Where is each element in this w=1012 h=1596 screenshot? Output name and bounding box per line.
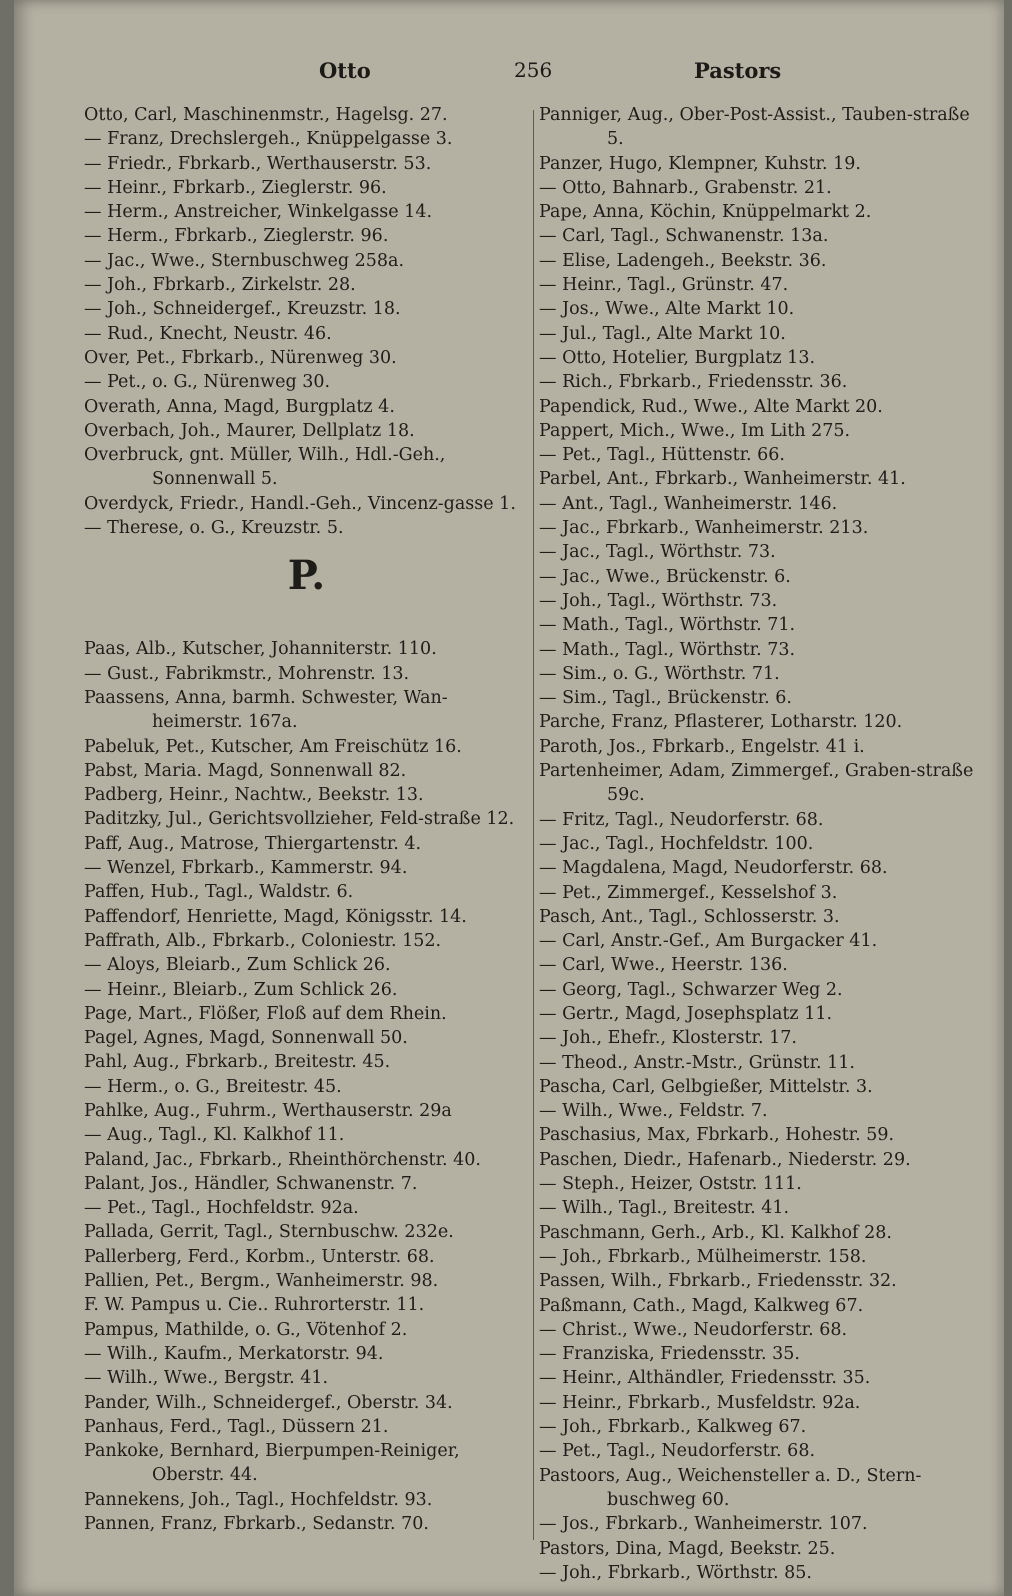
directory-entry: — Theod., Anstr.-Mstr., Grünstr. 11. bbox=[539, 1052, 855, 1073]
directory-entry: — Heinr., Fbrkarb., Zieglerstr. 96. bbox=[84, 177, 387, 198]
directory-entry: Paland, Jac., Fbrkarb., Rheinthörchenstr. 40. bbox=[84, 1149, 481, 1170]
directory-entry: Pallerberg, Ferd., Korbm., Unterstr. 68. bbox=[84, 1246, 435, 1267]
directory-entry: Paas, Alb., Kutscher, Johanniterstr. 110. bbox=[84, 639, 437, 660]
directory-entry: Overbach, Joh., Maurer, Dellplatz 18. bbox=[84, 420, 415, 441]
directory-entry: Pahlke, Aug., Fuhrm., Werthauserstr. 29a bbox=[84, 1100, 452, 1121]
directory-entry: Panhaus, Ferd., Tagl., Düssern 21. bbox=[84, 1416, 389, 1437]
directory-entry: — Otto, Bahnarb., Grabenstr. 21. bbox=[539, 177, 832, 198]
directory-entry: Paschen, Diedr., Hafenarb., Niederstr. 29. bbox=[539, 1149, 911, 1170]
directory-entry: — Pet., Zimmergef., Kesselshof 3. bbox=[539, 882, 838, 903]
section-letter-heading: P. bbox=[287, 552, 326, 600]
column-divider bbox=[533, 110, 534, 1540]
directory-entry: Page, Mart., Flößer, Floß auf dem Rhein. bbox=[84, 1003, 447, 1024]
directory-entry: Passen, Wilh., Fbrkarb., Friedensstr. 32. bbox=[539, 1271, 897, 1292]
directory-entry: Paff, Aug., Matrose, Thiergartenstr. 4. bbox=[84, 833, 422, 854]
directory-entry: F. W. Pampus u. Cie.. Ruhrorterstr. 11. bbox=[84, 1295, 425, 1316]
directory-entry: Pampus, Mathilde, o. G., Vötenhof 2. bbox=[84, 1319, 408, 1340]
directory-entry: Paffen, Hub., Tagl., Waldstr. 6. bbox=[84, 882, 354, 903]
directory-entry: — Jos., Fbrkarb., Wanheimerstr. 107. bbox=[539, 1514, 868, 1535]
directory-entry: Pabeluk, Pet., Kutscher, Am Freischütz 16. bbox=[84, 736, 462, 757]
directory-entry: — Joh., Schneidergef., Kreuzstr. 18. bbox=[84, 299, 401, 320]
directory-entry: — Jac., Tagl., Wörthstr. 73. bbox=[539, 542, 776, 563]
directory-entry: Padberg, Heinr., Nachtw., Beekstr. 13. bbox=[84, 785, 424, 806]
directory-entry: — Pet., Tagl., Hüttenstr. 66. bbox=[539, 445, 785, 466]
directory-entry: Pannekens, Joh., Tagl., Hochfeldstr. 93. bbox=[84, 1489, 433, 1510]
directory-entry: — Wenzel, Fbrkarb., Kammerstr. 94. bbox=[84, 858, 408, 879]
directory-entry: Paroth, Jos., Fbrkarb., Engelstr. 41 i. bbox=[539, 736, 865, 757]
directory-entry: — Joh., Tagl., Wörthstr. 73. bbox=[539, 590, 778, 611]
directory-entry: Parbel, Ant., Fbrkarb., Wanheimerstr. 41. bbox=[539, 469, 906, 490]
directory-entry: — Pet., Tagl., Hochfeldstr. 92a. bbox=[84, 1198, 359, 1219]
directory-entry: — Jac., Wwe., Sternbuschweg 258a. bbox=[84, 250, 405, 271]
left-column bbox=[84, 103, 529, 1536]
directory-entry: Paßmann, Cath., Magd, Kalkweg 67. bbox=[539, 1295, 864, 1316]
directory-entry: — Carl, Anstr.-Gef., Am Burgacker 41. bbox=[539, 931, 878, 952]
directory-entry: Paffendorf, Henriette, Magd, Königsstr. 14. bbox=[84, 906, 467, 927]
directory-entry: — Franziska, Friedensstr. 35. bbox=[539, 1344, 800, 1365]
directory-entry: — Wilh., Tagl., Breitestr. 41. bbox=[539, 1198, 790, 1219]
directory-entry: — Sim., o. G., Wörthstr. 71. bbox=[539, 663, 780, 684]
directory-entry: — Joh., Fbrkarb., Zirkelstr. 28. bbox=[84, 275, 356, 296]
directory-entry: — Math., Tagl., Wörthstr. 71. bbox=[539, 615, 796, 636]
directory-entry: Overbruck, gnt. Müller, Wilh., Hdl.-Geh., Sonnenwall 5. bbox=[84, 445, 446, 490]
header-left-keyword: Otto bbox=[319, 58, 371, 83]
directory-entry: — Herm., Anstreicher, Winkelgasse 14. bbox=[84, 202, 433, 223]
directory-entry: Overdyck, Friedr., Handl.-Geh., Vincenz-gasse 1. bbox=[84, 493, 516, 514]
directory-entry: Pahl, Aug., Fbrkarb., Breitestr. 45. bbox=[84, 1052, 391, 1073]
directory-entry: — Heinr., Tagl., Grünstr. 47. bbox=[539, 275, 789, 296]
directory-entry: — Rich., Fbrkarb., Friedensstr. 36. bbox=[539, 372, 848, 393]
directory-entry: — Heinr., Bleiarb., Zum Schlick 26. bbox=[84, 979, 398, 1000]
directory-entry: Paffrath, Alb., Fbrkarb., Coloniestr. 152. bbox=[84, 930, 442, 951]
directory-entry: — Wilh., Wwe., Feldstr. 7. bbox=[539, 1101, 768, 1122]
directory-entry: — Joh., Fbrkarb., Mülheimerstr. 158. bbox=[539, 1246, 867, 1267]
directory-entry: Panzer, Hugo, Klempner, Kuhstr. 19. bbox=[539, 153, 861, 174]
directory-entry: Paschasius, Max, Fbrkarb., Hohestr. 59. bbox=[539, 1125, 895, 1146]
directory-entry: — Jul., Tagl., Alte Markt 10. bbox=[539, 323, 786, 344]
right-column bbox=[539, 103, 984, 1585]
directory-entry: Pagel, Agnes, Magd, Sonnenwall 50. bbox=[84, 1028, 408, 1049]
directory-entry: — Otto, Hotelier, Burgplatz 13. bbox=[539, 347, 816, 368]
page-number: 256 bbox=[514, 58, 553, 82]
directory-entry: — Fritz, Tagl., Neudorferstr. 68. bbox=[539, 809, 824, 830]
directory-entry: — Math., Tagl., Wörthstr. 73. bbox=[539, 639, 796, 660]
directory-entry: — Christ., Wwe., Neudorferstr. 68. bbox=[539, 1319, 848, 1340]
directory-entry: Pannen, Franz, Fbrkarb., Sedanstr. 70. bbox=[84, 1514, 429, 1535]
directory-entry: — Therese, o. G., Kreuzstr. 5. bbox=[84, 518, 344, 539]
directory-entry: Otto, Carl, Maschinenmstr., Hagelsg. 27. bbox=[84, 105, 448, 125]
directory-entry: — Heinr., Althändler, Friedensstr. 35. bbox=[539, 1368, 871, 1389]
directory-entry: — Jos., Wwe., Alte Markt 10. bbox=[539, 299, 795, 320]
directory-entry: — Carl, Wwe., Heerstr. 136. bbox=[539, 955, 788, 976]
directory-entry: — Sim., Tagl., Brückenstr. 6. bbox=[539, 688, 792, 709]
directory-entry: — Georg, Tagl., Schwarzer Weg 2. bbox=[539, 979, 843, 1000]
directory-entry: — Pet., Tagl., Neudorferstr. 68. bbox=[539, 1441, 816, 1462]
directory-entry: — Herm., o. G., Breitestr. 45. bbox=[84, 1076, 342, 1097]
directory-entry: — Steph., Heizer, Oststr. 111. bbox=[539, 1174, 802, 1195]
directory-entry: Pappert, Mich., Wwe., Im Lith 275. bbox=[539, 420, 851, 441]
directory-entry: — Wilh., Wwe., Bergstr. 41. bbox=[84, 1368, 329, 1389]
directory-entry: Pasch, Ant., Tagl., Schlosserstr. 3. bbox=[539, 906, 840, 927]
directory-entry: Pastors, Dina, Magd, Beekstr. 25. bbox=[539, 1538, 836, 1559]
directory-entry: — Joh., Fbrkarb., Kalkweg 67. bbox=[539, 1417, 807, 1438]
directory-entry: Paschmann, Gerh., Arb., Kl. Kalkhof 28. bbox=[539, 1222, 892, 1243]
directory-entry: Overath, Anna, Magd, Burgplatz 4. bbox=[84, 396, 395, 417]
directory-entry: Pallada, Gerrit, Tagl., Sternbuschw. 232e. bbox=[84, 1222, 454, 1243]
header-right-keyword: Pastors bbox=[694, 58, 782, 83]
directory-entry: — Ant., Tagl., Wanheimerstr. 146. bbox=[539, 493, 838, 514]
directory-entry: — Heinr., Fbrkarb., Musfeldstr. 92a. bbox=[539, 1392, 861, 1413]
directory-entry: Pastoors, Aug., Weichensteller a. D., Stern-buschweg 60. bbox=[539, 1465, 922, 1510]
directory-page bbox=[14, 0, 1004, 1596]
directory-entry: Over, Pet., Fbrkarb., Nürenweg 30. bbox=[84, 347, 397, 368]
directory-entry: — Joh., Ehefr., Klosterstr. 17. bbox=[539, 1028, 797, 1049]
directory-entry: — Joh., Fbrkarb., Wörthstr. 85. bbox=[539, 1562, 812, 1583]
directory-entry: — Gust., Fabrikmstr., Mohrenstr. 13. bbox=[84, 663, 410, 684]
directory-entry: — Carl, Tagl., Schwanenstr. 13a. bbox=[539, 226, 829, 247]
directory-entry: Panniger, Aug., Ober-Post-Assist., Tauben-straße 5. bbox=[539, 105, 970, 150]
directory-entry: — Jac., Tagl., Hochfeldstr. 100. bbox=[539, 833, 814, 854]
directory-entry: — Friedr., Fbrkarb., Werthauserstr. 53. bbox=[84, 153, 432, 174]
directory-entry: Pabst, Maria. Magd, Sonnenwall 82. bbox=[84, 760, 407, 781]
directory-entry: — Gertr., Magd, Josephsplatz 11. bbox=[539, 1003, 833, 1024]
page-header bbox=[14, 58, 1004, 98]
directory-entry: — Rud., Knecht, Neustr. 46. bbox=[84, 323, 332, 344]
directory-entry: Pallien, Pet., Bergm., Wanheimerstr. 98. bbox=[84, 1271, 439, 1292]
directory-entry: Paassens, Anna, barmh. Schwester, Wan-heimerstr. 167a. bbox=[84, 687, 448, 733]
directory-entry: Papendick, Rud., Wwe., Alte Markt 20. bbox=[539, 396, 883, 417]
directory-entry: Palant, Jos., Händler, Schwanenstr. 7. bbox=[84, 1173, 418, 1194]
directory-entry: Paditzky, Jul., Gerichtsvollzieher, Feld-straße 12. bbox=[84, 809, 515, 830]
directory-entry: — Jac., Fbrkarb., Wanheimerstr. 213. bbox=[539, 518, 869, 539]
directory-entry: — Magdalena, Magd, Neudorferstr. 68. bbox=[539, 858, 888, 879]
directory-entry: — Aloys, Bleiarb., Zum Schlick 26. bbox=[84, 955, 391, 976]
directory-entry: — Elise, Ladengeh., Beekstr. 36. bbox=[539, 250, 827, 271]
directory-entry: — Jac., Wwe., Brückenstr. 6. bbox=[539, 566, 791, 587]
directory-entry: Parche, Franz, Pflasterer, Lotharstr. 120. bbox=[539, 712, 903, 733]
directory-entry: Pankoke, Bernhard, Bierpumpen-Reiniger, Oberstr. 44. bbox=[84, 1441, 460, 1486]
directory-entry: Pander, Wilh., Schneidergef., Oberstr. 34. bbox=[84, 1392, 453, 1413]
directory-entry: Pape, Anna, Köchin, Knüppelmarkt 2. bbox=[539, 202, 872, 223]
directory-entry: — Pet., o. G., Nürenweg 30. bbox=[84, 372, 331, 393]
directory-entry: — Wilh., Kaufm., Merkatorstr. 94. bbox=[84, 1343, 384, 1364]
directory-entry: Pascha, Carl, Gelbgießer, Mittelstr. 3. bbox=[539, 1076, 873, 1097]
directory-entry: — Herm., Fbrkarb., Zieglerstr. 96. bbox=[84, 226, 389, 247]
directory-entry: — Aug., Tagl., Kl. Kalkhof 11. bbox=[84, 1125, 345, 1146]
directory-entry: Partenheimer, Adam, Zimmergef., Graben-straße 59c. bbox=[539, 761, 974, 806]
directory-entry: — Franz, Drechslergeh., Knüppelgasse 3. bbox=[84, 129, 453, 150]
